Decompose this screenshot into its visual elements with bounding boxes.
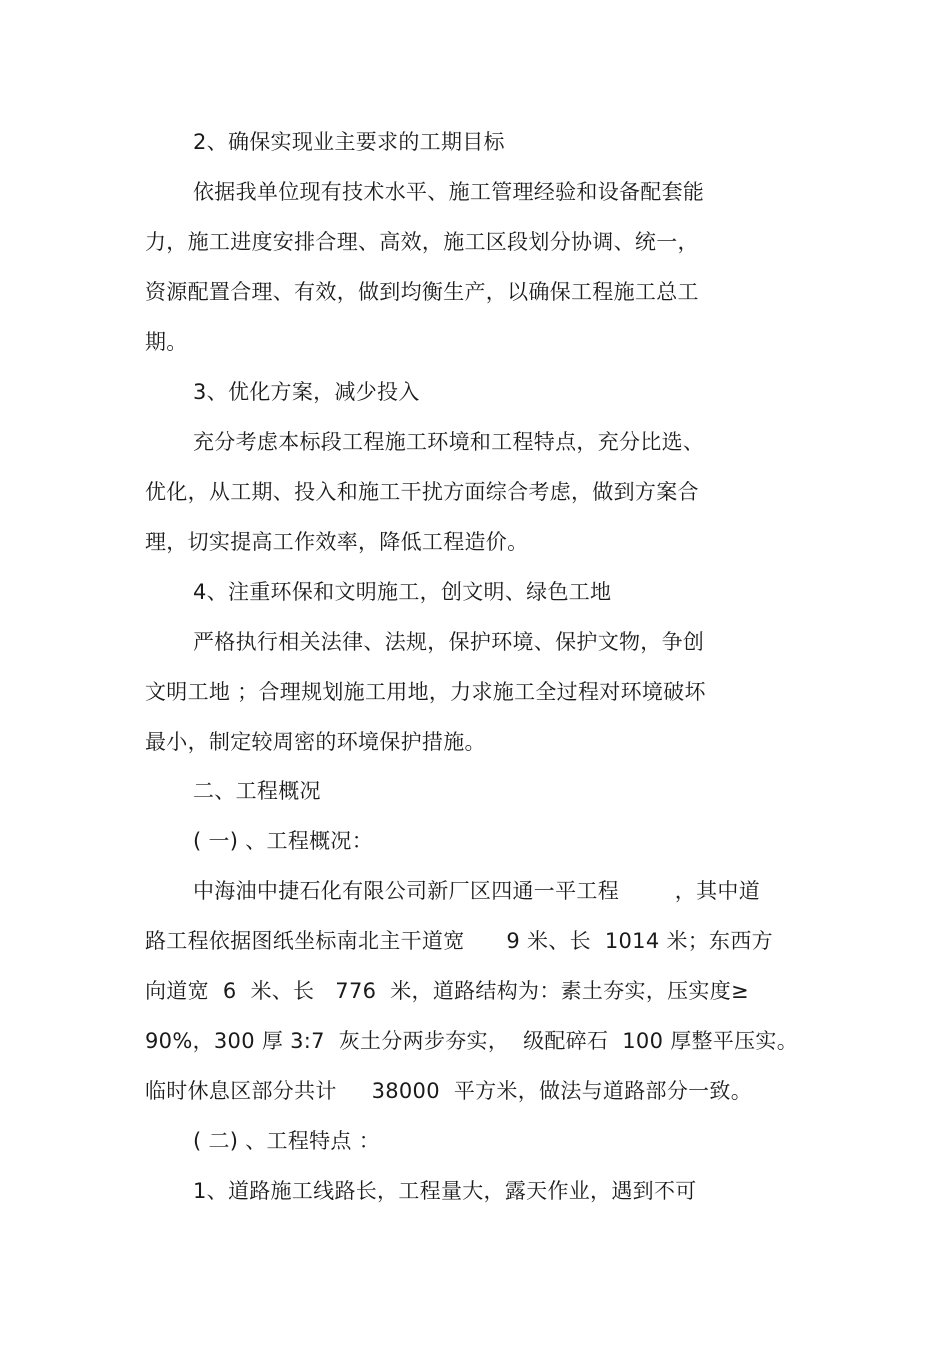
paragraph-line: 充分考虑本标段工程施工环境和工程特点，充分比选、 bbox=[193, 430, 705, 454]
subsection-heading-features: ( 二) 、工程特点 ： bbox=[193, 1129, 381, 1153]
paragraph-line: 期。 bbox=[145, 330, 188, 354]
paragraph-line: 1、道路施工线路长，工程量大，露天作业，遇到不可 bbox=[193, 1179, 697, 1203]
paragraph-line: 资源配置合理、有效，做到均衡生产，以确保工程施工总工 bbox=[145, 280, 699, 304]
paragraph-line: 严格执行相关法律、法规，保护环境、保护文物，争创 bbox=[193, 630, 705, 654]
paragraph-line: 最小，制定较周密的环境保护措施。 bbox=[145, 730, 486, 754]
paragraph-line: 路工程依据图纸坐标南北主干道宽 9 米、长 1014 米；东西方 bbox=[145, 929, 773, 953]
paragraph-line: 中海油中捷石化有限公司新厂区四通一平工程 ，其中道 bbox=[193, 879, 760, 903]
paragraph-line: 向道宽 6 米、长 776 米，道路结构为：素土夯实，压实度≥ bbox=[145, 979, 749, 1003]
paragraph-line: 优化，从工期、投入和施工干扰方面综合考虑，做到方案合 bbox=[145, 480, 699, 504]
paragraph-line: 临时休息区部分共计 38000 平方米，做法与道路部分一致。 bbox=[145, 1079, 753, 1103]
heading-environment: 4、注重环保和文明施工，创文明、绿色工地 bbox=[193, 580, 612, 604]
paragraph-line: 理，切实提高工作效率，降低工程造价。 bbox=[145, 530, 529, 554]
paragraph-line: 依据我单位现有技术水平、施工管理经验和设备配套能 bbox=[193, 180, 705, 204]
heading-optimize-plan: 3、优化方案，减少投入 bbox=[193, 380, 420, 404]
section-heading-project-overview: 二、工程概况 bbox=[193, 779, 321, 803]
paragraph-line: 力，施工进度安排合理、高效，施工区段划分协调、统一， bbox=[145, 230, 699, 254]
subsection-heading-overview: ( 一) 、工程概况： bbox=[193, 829, 374, 853]
heading-schedule-goal: 2、确保实现业主要求的工期目标 bbox=[193, 130, 505, 154]
paragraph-line: 90%，300 厚 3:7 灰土分两步夯实， 级配碎石 100 厚整平压实。 bbox=[145, 1029, 799, 1053]
paragraph-line: 文明工地 ；合理规划施工用地，力求施工全过程对环境破坏 bbox=[145, 680, 706, 704]
